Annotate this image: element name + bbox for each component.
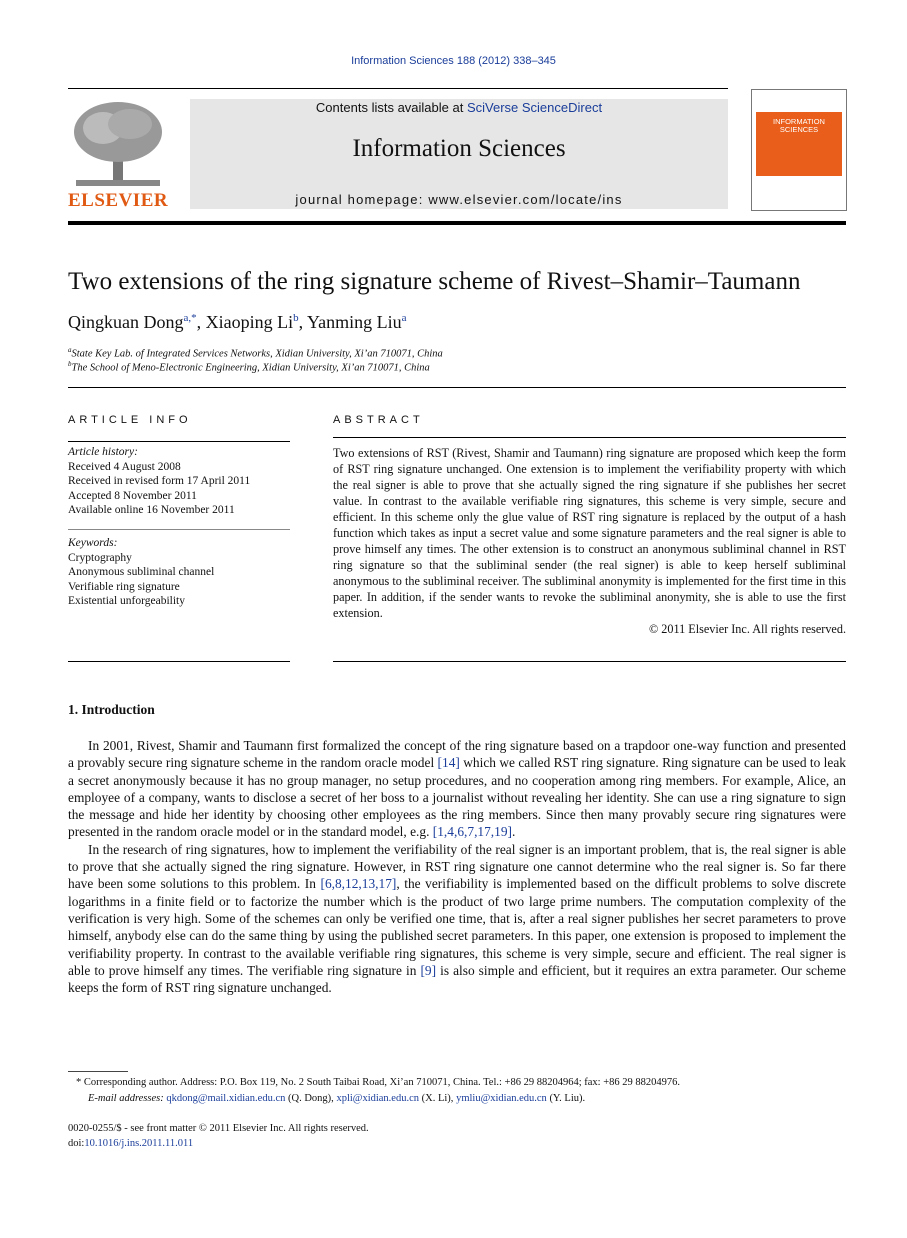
citation-link[interactable]: [14] (437, 755, 460, 771)
history-item: Accepted 8 November 2011 (68, 489, 197, 502)
paragraph: In 2001, Rivest, Shamir and Taumann first formalized the concept of the ring signature based on a trapdoor one-way function and presented a provably secure ring signature scheme in the random oracle model [14] which we called RST ring signature. Ring signature can be used to leak a secret anonymously because it has no group manager, no setup procedures, and no cooperation among ring members. For example, Alice, an employee of a company, wants to disclose a secret of her boss to a journalist without revealing her identity. She can use a ring signature to sign the message and hide her identity by choosing other employees as the ring members. Since then many provably secure ring signatures were presented in the random oracle model or in the standard model, e.g. [1,4,6,7,17,19]. (68, 738, 846, 840)
history-item: Received 4 August 2008 (68, 460, 181, 473)
intro-body (68, 737, 846, 996)
journal-banner (190, 99, 728, 209)
abstract-heading: ABSTRACT (333, 414, 424, 426)
article-history: Article history: Received 4 August 2008 Received in revised form 17 April 2011 Accepted 8 November 2011 Available online 16 November 2011 (68, 446, 251, 516)
author-affiliation-mark[interactable]: a,* (183, 312, 197, 324)
citation-link[interactable]: [1,4,6,7,17,19] (432, 824, 513, 840)
elsevier-logo-text: ELSEVIER (68, 190, 169, 211)
author-list: Qingkuan Dong$^{a,*}$, Xiaoping Li$^b$, Yanming Liu$^a$ (68, 312, 407, 332)
keyword-item: Cryptography (68, 551, 132, 564)
author-affiliation-mark[interactable]: b (293, 312, 299, 324)
abstract-rule (333, 437, 846, 438)
article-title: Two extensions of the ring signature scheme of Rivest–Shamir–Taumann (68, 268, 801, 295)
author-name: Xiaoping Li (205, 312, 294, 332)
journal-homepage[interactable]: journal homepage: www.elsevier.com/locate/ins (295, 192, 623, 207)
title-bottom-rule (68, 387, 846, 388)
citation-link[interactable]: [6,8,12,13,17] (320, 876, 397, 892)
article-info-bottom-rule (68, 661, 290, 662)
abstract-text: Two extensions of RST (Rivest, Shamir and Taumann) ring signature are proposed which keep the form of RST ring signature unchanged. One extension is to implement the verifiability property with which the real signer is able to prove that she actually signed the ring signature if she publishes her secret value. In contrast to the available verifiable ring signatures, this scheme is very simple, secure and efficient. In this scheme only the glue value of RST ring signature is replaced by the output of a hash function which takes as input a secret value and some signature parameters and the real signer is able to prove himself any times. The other extension is to construct an anonymous subliminal channel in RST ring signature so that the subliminal sender (the real signer) is able to keep herself subliminal anonymous to the subliminal receiver. The subliminal anonymity is implemented for the first time in this paper. In addition, if the sender wants to revoke the subliminal anonymity, she is able to use the first extension. © 2011 Elsevier Inc. All rights reserved. (333, 446, 846, 636)
copyright: © 2011 Elsevier Inc. All rights reserved. (649, 622, 846, 636)
email-link[interactable]: ymliu@xidian.edu.cn (456, 1093, 547, 1104)
header-top-rule (68, 88, 728, 89)
keywords-rule (68, 529, 290, 530)
affiliation-b: $^b$The School of Meno-Electronic Engineering, Xidian University, Xi’an 710071, China (68, 360, 430, 374)
paragraph: In the research of ring signatures, how to implement the verifiability of the real signer is an important problem, that is, the real signer is able to prove that she actually signed the ring signature. However, in RST ring signature one cannot determine who the real signer is. So far there have been some solutions to this problem. In [6,8,12,13,17], the verifiability is implemented based on the difficult problems to solve discrete logarithms in a finite field or to factorize the number which is the product of two large prime numbers. The computation complexity of the verification is very high. Some of the schemes can only be verified one time, that is, after a real signer publishes her secret parameters to prove himself, anybody else can do the same thing by using the published secret parameters. In this paper, one extension is proposed to implement the verifiability property. In contrast to the available verifiable ring signatures, this scheme is very simple, secure and efficient. The real signer is able to prove himself any times. The verifiable ring signature in [9] is also simple and efficient, but it requires an extra parameter. Our scheme keeps the form of RST ring signature unchanged. (68, 841, 847, 996)
journal-citation[interactable]: Information Sciences 188 (2012) 338–345 (351, 55, 556, 67)
history-item: Available online 16 November 2011 (68, 504, 235, 516)
email-addresses: E-mail addresses: qkdong@mail.xidian.edu.cn (Q. Dong), xpli@xidian.edu.cn (X. Li), ymliu@xidian.edu.cn (Y. Liu). (88, 1093, 586, 1104)
article-info-rule (68, 441, 290, 442)
journal-name: Information Sciences (352, 135, 566, 162)
sciencedirect-link[interactable]: SciVerse ScienceDirect (466, 100, 603, 115)
doi-link[interactable]: 10.1016/j.ins.2011.11.011 (84, 1138, 194, 1149)
history-item: Received in revised form 17 April 2011 (68, 475, 251, 487)
article-info-heading: ARTICLE INFO (68, 414, 192, 426)
corresponding-author-note: * Corresponding author. Address: P.O. Box 119, No. 2 South Taibai Road, Xi’an 710071, China. Tel.: +86 29 88204964; fax: +86 29 88204976. (76, 1077, 680, 1088)
cover-title: INFORMATION SCIENCES (756, 112, 842, 176)
author-affiliation-mark[interactable]: a (401, 312, 407, 324)
doi-line: doi:10.1016/j.ins.2011.11.011 (68, 1138, 194, 1149)
elsevier-tree-logo (68, 100, 168, 188)
email-link[interactable]: xpli@xidian.edu.cn (336, 1093, 420, 1104)
affiliation-a: $^a$State Key Lab. of Integrated Services Networks, Xidian University, Xi’an 710071, China (68, 346, 443, 360)
keyword-item: Anonymous subliminal channel (68, 566, 215, 578)
citation-link[interactable]: [9] (420, 962, 437, 978)
keywords: Keywords: Cryptography Anonymous subliminal channel Verifiable ring signature Existential unforgeability (68, 537, 215, 607)
keyword-item: Verifiable ring signature (68, 580, 180, 593)
footnote-rule (68, 1071, 128, 1072)
header-bottom-rule (68, 221, 846, 225)
issn-line: 0020-0255/$ - see front matter © 2011 Elsevier Inc. All rights reserved. (68, 1123, 369, 1134)
keyword-item: Existential unforgeability (68, 595, 185, 607)
author-name: Qingkuan Dong (68, 312, 184, 332)
author-name: Yanming Liu (306, 312, 402, 332)
email-link[interactable]: qkdong@mail.xidian.edu.cn (166, 1093, 286, 1104)
section-heading: 1. Introduction (68, 702, 155, 717)
journal-cover-thumbnail (751, 89, 847, 211)
cover-logo-area (756, 94, 842, 112)
contents-line: Contents lists available at SciVerse ScienceDirect (315, 100, 603, 115)
abstract-bottom-rule (333, 661, 846, 662)
